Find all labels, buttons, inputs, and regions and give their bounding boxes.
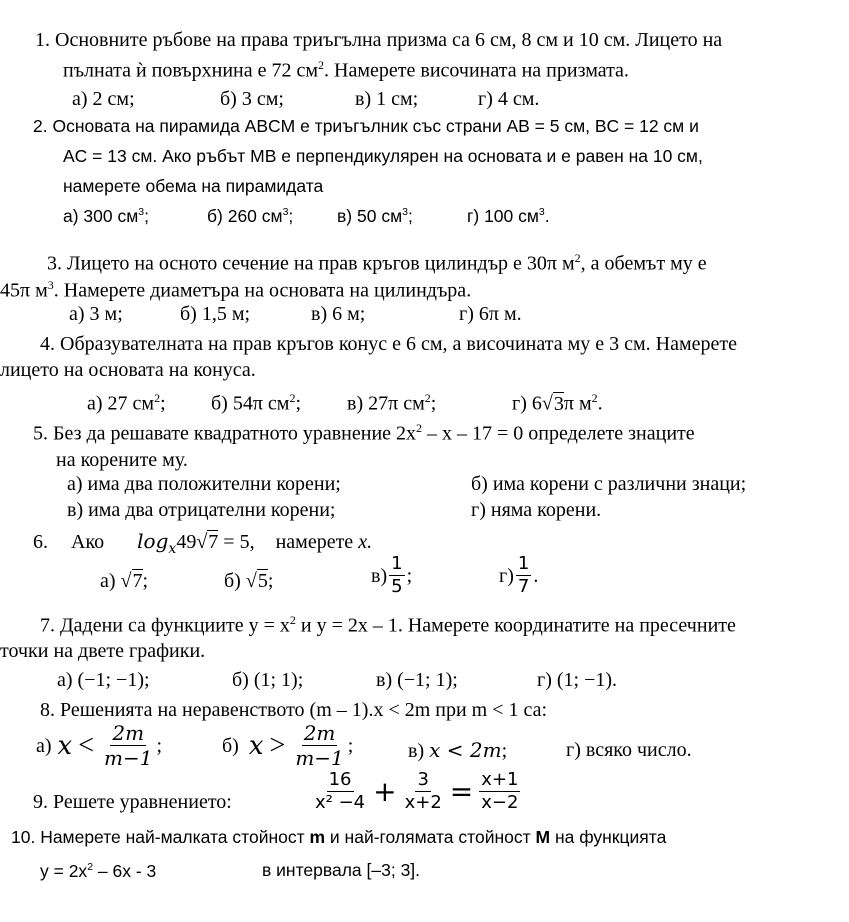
q10-func-text: y = 2x [40,860,88,881]
q1-option-c: в) 1 см; [355,88,419,110]
q2-option-c [337,207,413,225]
q4-line1: 4. Образувателната на прав кръгов конус е 6 см, а височината му е 3 см. Намерете [40,333,738,355]
q6-c-denominator: 5 [391,575,403,597]
q6-option-a [100,571,148,591]
q4-option-a: а) 27 $см^2$; [87,391,166,415]
q10-min: m [309,827,326,847]
sqrt-icon: √ [120,570,132,592]
q8-a-numerator: 2m [112,721,145,745]
q6-d-label: г) [499,564,514,587]
q9-equation [311,771,522,813]
q3-option-a: а) 3 м; [69,303,123,325]
q8-c-label: в) [408,740,425,762]
q10-func-post: – 6x - 3 [93,860,157,881]
q8-b-label: б) [222,735,239,757]
sqrt-icon: √ [541,392,553,415]
q7-line1-post: и y = 2x – 1. Намерете координатите на пресечните [295,614,736,637]
q6-b-radicand: 5 [257,570,268,592]
sqrt-icon: √ [245,570,257,592]
q8-a-x: x [57,731,73,761]
q10-max: M [535,827,551,847]
q8-line: 8. Решенията на неравенството (m – 1).x < 2m при m < 1 са: [40,699,548,721]
q2-a-sup: 3 [138,206,145,218]
q5-option-b: б) има корени с различни знаци; [471,473,747,495]
q2-b-semi: ; [288,205,294,226]
q1-sup: 2 [318,58,325,72]
q9-equals: = [449,774,474,808]
q1-line2-text: пълната ѝ повърхнина е 72 см [63,59,319,82]
q4-d-sup: 2 [591,391,598,405]
q4-option-b: б) 54π $см^2$; [211,391,302,415]
q8-option-d: г) всяко число. [566,739,692,761]
q5-option-a: а) има два положителни корени; [67,473,341,495]
sqrt-icon: √ [196,531,208,553]
q3-line2-sup: 3 [47,278,54,292]
q5-line1-text: 5. Без да решавате квадратното уравнение 2x [33,422,417,445]
q2-a-text: а) 300 см [63,205,139,226]
q8-a-lt: < [78,730,95,761]
q1-line1: 1. Основните ръбове на права триъгълна призма са 6 см, 8 см и 10 см. Лицето на [35,29,723,51]
q6-var: x. [358,531,373,553]
q7-option-c: в) (−1; 1); [376,669,458,691]
q2-d-sup: 3 [538,206,545,218]
q7-option-a: а) (−1; −1); [57,669,150,691]
q7-option-d: г) (1; −1). [537,669,618,691]
q3-line2 [0,279,471,301]
q3-option-d: г) 6π м. [459,303,522,325]
q10-interval: в интервала [–3; 3]. [262,860,421,880]
q4-c-text: в) 27π см [347,392,425,415]
q8-b-gt: > [269,730,286,761]
q6-d-numerator: 1 [517,553,530,574]
q5-line1-post: – x – 17 = 0 определете знаците [422,422,695,445]
q5-line1 [33,422,695,444]
q8-a-denominator: m−1 [104,746,153,770]
q6-option-c [371,555,412,597]
q10-text-b: и най-голямата стойност [325,827,536,847]
q6-line [33,531,372,556]
q8-option-c [408,740,507,761]
q2-line2: AC = 13 см. Ако ръбът MB е перпендикулярен на основата и е равен на 10 см, [63,146,703,166]
q6-option-b [224,571,273,591]
q10-text-a: 10. Намерете най-малката стойност [11,827,310,847]
q8-b-denominator: m−1 [295,746,344,770]
q9-line: 9. Решете уравнението: [33,791,232,813]
q8-c-expr: x < 2m [429,738,502,762]
q4-d-text: г) 6 [512,392,542,415]
q4-option-d: г) 6√3π $м^2$. [512,391,603,415]
q2-d-dot: . [544,205,550,226]
q3-line1-sup: 2 [574,251,581,265]
q2-option-b [207,207,293,225]
q9-f1-numerator: 16 [328,769,352,790]
q9-f1-denominator: x² −4 [315,791,366,813]
q2-b-text: б) 260 см [207,205,283,226]
q7-line1-text: 7. Дадени са функциите y = x [40,614,290,637]
q1-option-a: а) 2 см; [72,88,135,110]
q2-line1: 2. Основата на пирамида ABCM е триъгълник със страни AB = 5 см, BC = 12 см и [33,116,699,136]
q8-b-semi: ; [347,735,354,757]
q8-option-a [36,723,162,769]
q3-line1-post: , а обемът му е [580,252,707,275]
q4-a-text: а) 27 см [87,392,155,415]
q5-option-d: г) няма корени. [471,499,602,521]
q9-f2-numerator: 3 [417,769,429,790]
q2-option-a [63,207,149,225]
q1-option-b: б) 3 см; [220,88,284,110]
q1-line2 [63,59,629,81]
q4-b-text: б) 54π см [211,392,290,415]
q9-f3-numerator: x+1 [481,769,519,790]
q4-c-sup: 2 [424,391,431,405]
q6-ako: Ако [71,531,105,553]
q8-b-x: x [248,731,264,761]
q4-line2: лицето на основата на конуса. [0,359,256,381]
q2-b-sup: 3 [282,206,289,218]
q6-b-label: б) [224,570,241,592]
q4-a-sup: 2 [154,391,161,405]
q8-b-numerator: 2m [303,721,336,745]
q6-a-label: а) [100,570,116,592]
q6-c-semi: ; [406,564,413,587]
q3-line2-post: . Намерете диаметъра на основата на цилиндъра. [53,279,472,302]
q6-radicand: 7 [208,531,219,553]
q6-find: намерете [275,531,354,553]
q10-function [40,862,156,880]
q2-d-text: г) 100 см [467,205,539,226]
q6-c-label: в) [371,564,388,587]
q9-plus: + [373,774,397,808]
q7-line1-sup: 2 [289,613,296,627]
q8-option-b [222,723,353,769]
q4-d-post: π м [563,392,592,415]
q6-a-radicand: 7 [132,570,143,592]
q3-line1 [47,252,707,274]
q6-d-denominator: 7 [517,575,530,597]
q3-option-c: в) 6 м; [311,303,366,325]
q1-line2-post: . Намерете височината на призмата. [324,59,629,82]
q7-option-b: б) (1; 1); [232,669,304,691]
q9-f2-denominator: x+2 [404,791,442,813]
q10-func-sup: 2 [87,861,94,873]
q6-number: 6. [33,531,48,553]
q6-d-dot: . [533,564,539,587]
q4-d-radicand: 3 [553,392,564,415]
q10-text-c: на функцията [550,827,667,847]
q6-c-numerator: 1 [391,553,403,574]
q1-option-d: г) 4 см. [478,88,540,110]
q7-line1 [40,614,736,636]
q8-c-semi: ; [501,740,508,762]
q2-option-d [467,207,550,225]
q2-c-text: в) 50 см [337,205,403,226]
q2-c-semi: ; [407,205,413,226]
q10-line1 [11,829,666,847]
q5-option-c: в) има два отрицателни корени; [67,499,336,521]
q2-a-semi: ; [144,205,149,226]
q2-line3: намерете обема на пирамидата [63,176,324,196]
q4-b-sup: 2 [289,391,296,405]
q3-line1-text: 3. Лицето на осното сечение на прав кръгов цилиндър е 30π м [47,252,575,275]
q4-option-c: в) 27π $см^2$; [347,391,437,415]
q6-log-base: x [168,541,177,557]
q3-line2-text: 45π м [0,279,48,302]
q8-a-label: а) [36,735,52,757]
q2-c-sup: 3 [402,206,408,218]
q7-line2: точки на двете графики. [0,640,206,662]
q6-b-semi: ; [267,570,274,592]
q5-line1-sup: 2 [416,421,423,435]
q3-option-b: б) 1,5 м; [180,303,251,325]
q8-a-semi: ; [156,735,163,757]
q6-eq: = 5, [218,531,255,553]
q6-option-d [499,555,538,597]
q6-a-semi: ; [142,570,149,592]
q9-f3-denominator: x−2 [481,791,519,813]
q5-line2: на корените му. [56,449,188,471]
q6-log-arg: 49 [176,531,197,553]
q6-log: log [137,529,169,553]
